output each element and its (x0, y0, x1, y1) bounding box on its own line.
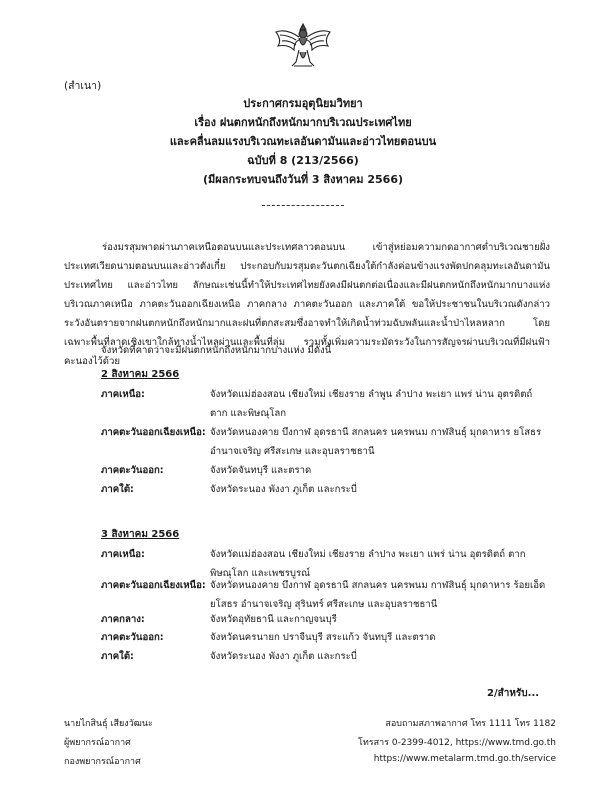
service-link[interactable]: https://www.metalarm.tmd.go.th/service (373, 754, 556, 764)
issue-number: ฉบับที่ 8 (213/2566) (247, 154, 359, 167)
forecaster-name: นายไกสินธุ์ เสียงวัฒนะ (64, 719, 153, 729)
region-name: ภาคใต้: (101, 651, 134, 662)
region-name: ภาคเหนือ: (101, 389, 145, 400)
announcement-subject: เรื่อง ฝนตกหนักถึงหนักมากบริเวณประเทศไทย (194, 116, 412, 129)
announcement-title: ประกาศกรมอุตุนิยมวิทยา (243, 97, 363, 110)
region-name: ภาคใต้: (101, 484, 134, 495)
title-divider (262, 205, 344, 206)
region-provinces: จังหวัดแม่ฮ่องสอน เชียงใหม่ เชียงราย ลำปาง พะเยา แพร่ น่าน อุตรดิตถ์ ตาก พิษณุโลก และเพชรบูรณ์ (210, 549, 526, 579)
region-provinces: จังหวัดอุทัยธานี และกาญจนบุรี (210, 614, 337, 625)
forecast-intro: จังหวัดที่คาดว่าจะมีฝนตกหนักถึงหนักมากบางแห่ง มีดังนี้ (101, 345, 332, 356)
region-provinces: จังหวัดนครนายก ปราจีนบุรี สระแก้ว จันทบุรี และตราด (210, 632, 436, 643)
region-provinces: จังหวัดหนองคาย บึงกาฬ อุดรธานี สกลนคร นครพนม กาฬสินธุ์ มุกดาหาร ยโสธร อำนาจเจริญ ศรีสะเกษ และอุบลราชธานี (210, 427, 542, 457)
region-name: ภาคตะวันออก: (101, 632, 164, 643)
contact-phone: สอบถามสภาพอากาศ โทร 1111 โทร 1182 (385, 719, 556, 729)
forecaster-division: กองพยากรณ์อากาศ (64, 757, 141, 767)
region-name: ภาคตะวันออกเฉียงเหนือ: (101, 427, 206, 438)
body-paragraph: ร่องมรสุมพาดผ่านภาคเหนือตอนบนและประเทศลาวตอนบน เข้าสู่หย่อมความกดอากาศต่ำบริเวณชายฝั่งประเทศเวียดนามตอนบนและอ่าวตังเกี๋ย ประกอบกับมรสุมตะวันตกเฉียงใต้กำลังค่อนข้างแรงพัดปกคลุมทะเลอันดามัน ประเทศไทย และอ่าวไทย ลักษณะเช่นนี้ทำให้ประเทศไทยยังคงมีฝนตกต่อเนื่องและมีฝนตกหนักถึงหนักมากบางแห่งบริเวณภาคเหนือ ภาคตะวันออกเฉียงเหนือ ภาคกลาง ภาคตะวันออก และภาคใต้ ขอให้ประชาชนในบริเวณดังกล่าวระวังอันตรายจากฝนตกหนักถึงหนักมากและฝนที่ตกสะสมซึ่งอาจทำให้เกิดน้ำท่วมฉับพลันและน้ำป่าไหลหลาก โดยเฉพาะพื้นที่ลาดเชิงเขาใกล้ทางน้ำไหลผ่านและพื้นที่ลุ่ม รวมทั้งเพิ่มความระมัดระวังในการสัญจรผ่านบริเวณที่มีฝนฟ้าคะนองไว้ด้วย (64, 242, 550, 367)
contact-fax-website[interactable]: โทรสาร 0-2399-4012, https://www.tmd.go.th (358, 738, 556, 748)
region-provinces: จังหวัดระนอง พังงา ภูเก็ต และกระบี่ (210, 484, 357, 495)
announcement-subject-continued: และคลื่นลมแรงบริเวณทะเลอันดามันและอ่าวไทยตอนบน (169, 135, 437, 148)
region-name: ภาคเหนือ: (101, 549, 145, 560)
region-provinces: จังหวัดหนองคาย บึงกาฬ อุดรธานี สกลนคร นครพนม กาฬสินธุ์ มุกดาหาร ร้อยเอ็ด ยโสธร อำนาจเจริญ สุรินทร์ ศรีสะเกษ และอุบลราชธานี (210, 580, 546, 610)
forecast-date: 2 สิงหาคม 2566 (101, 369, 180, 380)
copy-mark: (สำเนา) (64, 80, 102, 92)
effective-date: (มีผลกระทบจนถึงวันที่ 3 สิงหาคม 2566) (202, 173, 404, 186)
region-provinces: จังหวัดจันทบุรี และตราด (210, 465, 312, 476)
garuda-emblem-icon (272, 18, 334, 70)
region-name: ภาคตะวันออกเฉียงเหนือ: (101, 580, 206, 591)
region-name: ภาคตะวันออก: (101, 465, 164, 476)
region-provinces: จังหวัดระนอง พังงา ภูเก็ต และกระบี่ (210, 651, 357, 662)
region-provinces: จังหวัดแม่ฮ่องสอน เชียงใหม่ เชียงราย ลำพูน ลำปาง พะเยา แพร่ น่าน อุตรดิตถ์ ตาก และพิษณุโลก (210, 389, 533, 419)
region-name: ภาคกลาง: (101, 614, 145, 625)
continued-marker: 2/สำหรับ... (487, 688, 540, 699)
forecaster-title: ผู้พยากรณ์อากาศ (64, 738, 131, 748)
forecast-date: 3 สิงหาคม 2566 (101, 529, 180, 540)
